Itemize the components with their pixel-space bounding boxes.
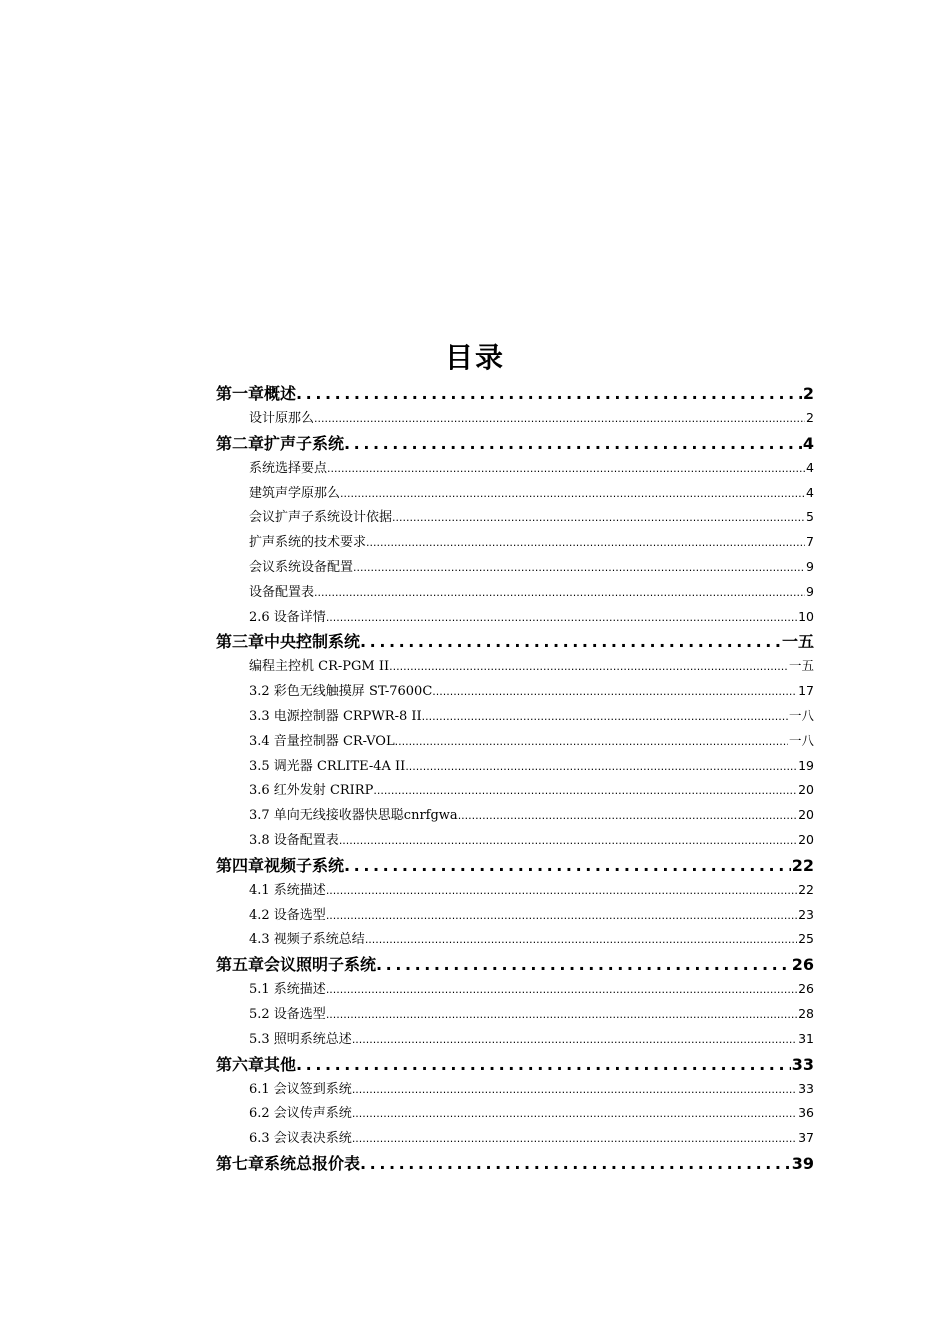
toc-leader-dots (360, 629, 781, 654)
toc-entry-page: 5 (806, 509, 814, 525)
toc-entry-page: 一五 (788, 658, 814, 674)
toc-entry-page: 一八 (788, 707, 814, 723)
toc-entry-section[interactable] (216, 803, 814, 828)
toc-entry-label: 第一章概述 (216, 384, 297, 403)
toc-leader-dots (366, 531, 805, 555)
toc-leader-dots (352, 1028, 797, 1052)
toc-entry-page: 36 (798, 1105, 814, 1121)
toc-entry-page: 9 (806, 558, 814, 574)
toc-entry-section[interactable] (216, 406, 814, 431)
toc-entry-section[interactable] (216, 505, 814, 530)
toc-entry-section[interactable] (216, 555, 814, 580)
toc-entry-page: 26 (791, 955, 814, 975)
toc-entry-section[interactable] (216, 1126, 814, 1151)
toc-entry-section[interactable] (216, 1027, 814, 1052)
toc-entry-page: 28 (798, 1005, 814, 1021)
toc-leader-dots (352, 1078, 797, 1102)
toc-entry-page: 31 (798, 1030, 814, 1046)
toc-leader-dots (326, 606, 797, 630)
toc-entry-label: 设备配置表 (249, 584, 315, 600)
toc-entry-label: 第二章扩声子系统 (216, 433, 345, 453)
toc-entry-page: 2 (806, 410, 814, 425)
toc-entry-label: 会议扩声子系统设计依据 (249, 510, 393, 526)
toc-leader-dots (326, 1003, 797, 1027)
toc-leader-dots (344, 431, 802, 456)
toc-entry-chapter-1[interactable] (216, 381, 814, 406)
toc-leader-dots (389, 655, 788, 679)
toc-entry-label: 4.2 设备选型 (249, 907, 326, 923)
toc-leader-dots (392, 506, 805, 530)
toc-entry-section[interactable] (216, 456, 814, 481)
toc-entry-label: 6.3 会议表决系统 (249, 1131, 352, 1147)
toc-entry-page: 33 (798, 1080, 814, 1096)
toc-title: 目录 (444, 341, 505, 374)
toc-entry-label: 4.3 视频子系统总结 (249, 932, 365, 948)
toc-entry-page: 2 (802, 384, 814, 403)
toc-entry-label: 5.1 系统描述 (249, 982, 326, 998)
toc-entry-page: 20 (798, 831, 814, 847)
toc-entry-page: 20 (798, 807, 814, 823)
toc-leader-dots (340, 482, 805, 506)
toc-entry-page: 17 (798, 683, 814, 699)
toc-entry-label: 扩声系统的技术要求 (249, 535, 367, 551)
toc-entry-label: 第七章系统总报价表 (216, 1153, 361, 1173)
toc-entry-page: 一八 (788, 732, 814, 748)
toc-entry-label: 6.1 会议签到系统 (249, 1081, 352, 1097)
toc-entry-section[interactable] (216, 878, 814, 903)
toc-entry-section[interactable] (216, 704, 814, 729)
toc-leader-dots (458, 804, 797, 828)
toc-leader-dots (422, 705, 788, 729)
toc-entry-label: 3.8 设备配置表 (249, 832, 339, 848)
toc-entry-section[interactable] (216, 580, 814, 605)
toc-entry-page: 10 (798, 608, 814, 624)
toc-entry-section[interactable] (216, 1077, 814, 1102)
toc-leader-dots (326, 904, 797, 928)
toc-entry-page: 26 (798, 981, 814, 997)
toc-entry-label: 3.4 音量控制器 CR-VOL (249, 733, 395, 749)
table-of-contents (216, 381, 814, 1176)
toc-entry-section[interactable] (216, 679, 814, 704)
toc-entry-section[interactable] (216, 977, 814, 1002)
toc-leader-dots (395, 730, 788, 754)
toc-entry-page: 22 (791, 855, 814, 875)
toc-entry-section[interactable] (216, 828, 814, 853)
toc-leader-dots (373, 779, 797, 803)
toc-entry-label: 第六章其他 (216, 1054, 297, 1074)
toc-leader-dots (352, 1102, 797, 1126)
toc-entry-label: 编程主控机 CR-PGM II (249, 659, 390, 675)
toc-entry-label: 建筑声学原那么 (249, 485, 341, 501)
toc-entry-label: 第三章中央控制系统 (216, 632, 361, 652)
toc-entry-label: 5.2 设备选型 (249, 1006, 326, 1022)
toc-entry-chapter-2[interactable] (216, 431, 814, 456)
toc-entry-page: 4 (802, 433, 814, 453)
toc-leader-dots (314, 581, 805, 605)
toc-entry-section[interactable] (216, 729, 814, 754)
toc-entry-page: 25 (798, 931, 814, 947)
toc-entry-label: 4.1 系统描述 (249, 882, 326, 898)
toc-entry-section[interactable] (216, 1101, 814, 1126)
toc-entry-section[interactable] (216, 654, 814, 679)
toc-entry-section[interactable] (216, 1002, 814, 1027)
toc-entry-page: 4 (806, 484, 814, 500)
toc-entry-page: 22 (798, 881, 814, 897)
toc-entry-page: 7 (806, 534, 814, 550)
toc-leader-dots (405, 755, 797, 779)
toc-leader-dots (344, 853, 791, 878)
toc-leader-dots (339, 829, 797, 853)
toc-entry-page: 23 (798, 906, 814, 922)
toc-entry-label: 第五章会议照明子系统 (216, 955, 377, 975)
toc-leader-dots (326, 879, 797, 903)
toc-entry-chapter-6[interactable] (216, 1052, 814, 1077)
toc-entry-page: 33 (791, 1054, 814, 1074)
toc-entry-chapter-5[interactable] (216, 952, 814, 977)
toc-entry-section[interactable] (216, 481, 814, 506)
toc-entry-label: 会议系统设备配置 (249, 559, 354, 575)
toc-entry-label: 系统选择要点 (249, 460, 328, 476)
toc-entry-label: 设计原那么 (249, 411, 315, 426)
toc-entry-label: 6.2 会议传声系统 (249, 1106, 352, 1122)
toc-leader-dots (296, 381, 802, 406)
toc-leader-dots (314, 407, 805, 431)
toc-entry-section[interactable] (216, 927, 814, 952)
toc-entry-label: 3.5 调光器 CRLITE-4A II (249, 758, 406, 774)
toc-entry-section[interactable] (216, 903, 814, 928)
toc-leader-dots (296, 1052, 791, 1077)
toc-entry-chapter-3[interactable] (216, 629, 814, 654)
toc-entry-page: 9 (806, 583, 814, 599)
toc-entry-label: 第四章视频子系统 (216, 855, 345, 875)
toc-leader-dots (365, 928, 797, 952)
toc-entry-page: 37 (798, 1130, 814, 1146)
toc-entry-label: 5.3 照明系统总述 (249, 1031, 352, 1047)
toc-leader-dots (432, 680, 797, 704)
toc-leader-dots (326, 978, 797, 1002)
toc-entry-page: 39 (791, 1153, 814, 1173)
toc-entry-chapter-7[interactable] (216, 1151, 814, 1176)
toc-entry-label: 3.3 电源控制器 CRPWR-8 II (249, 708, 422, 724)
toc-entry-label: 3.7 单向无线接收器快思聪cnrfgwa (249, 808, 458, 824)
toc-entry-label: 2.6 设备详情 (249, 609, 326, 625)
toc-entry-section[interactable] (216, 778, 814, 803)
toc-leader-dots (376, 952, 791, 977)
toc-entry-section[interactable] (216, 754, 814, 779)
toc-entry-label: 3.6 红外发射 CRIRP (249, 783, 374, 799)
toc-entry-section[interactable] (216, 605, 814, 630)
toc-entry-chapter-4[interactable] (216, 853, 814, 878)
toc-leader-dots (352, 1127, 797, 1151)
toc-entry-page: 一五 (781, 632, 814, 652)
toc-entry-page: 20 (798, 782, 814, 798)
toc-entry-page: 4 (806, 459, 814, 475)
toc-leader-dots (353, 556, 805, 580)
toc-leader-dots (327, 457, 805, 481)
toc-entry-section[interactable] (216, 530, 814, 555)
toc-leader-dots (360, 1151, 791, 1176)
toc-entry-label: 3.2 彩色无线触摸屏 ST-7600C (249, 684, 433, 700)
toc-entry-page: 19 (798, 757, 814, 773)
